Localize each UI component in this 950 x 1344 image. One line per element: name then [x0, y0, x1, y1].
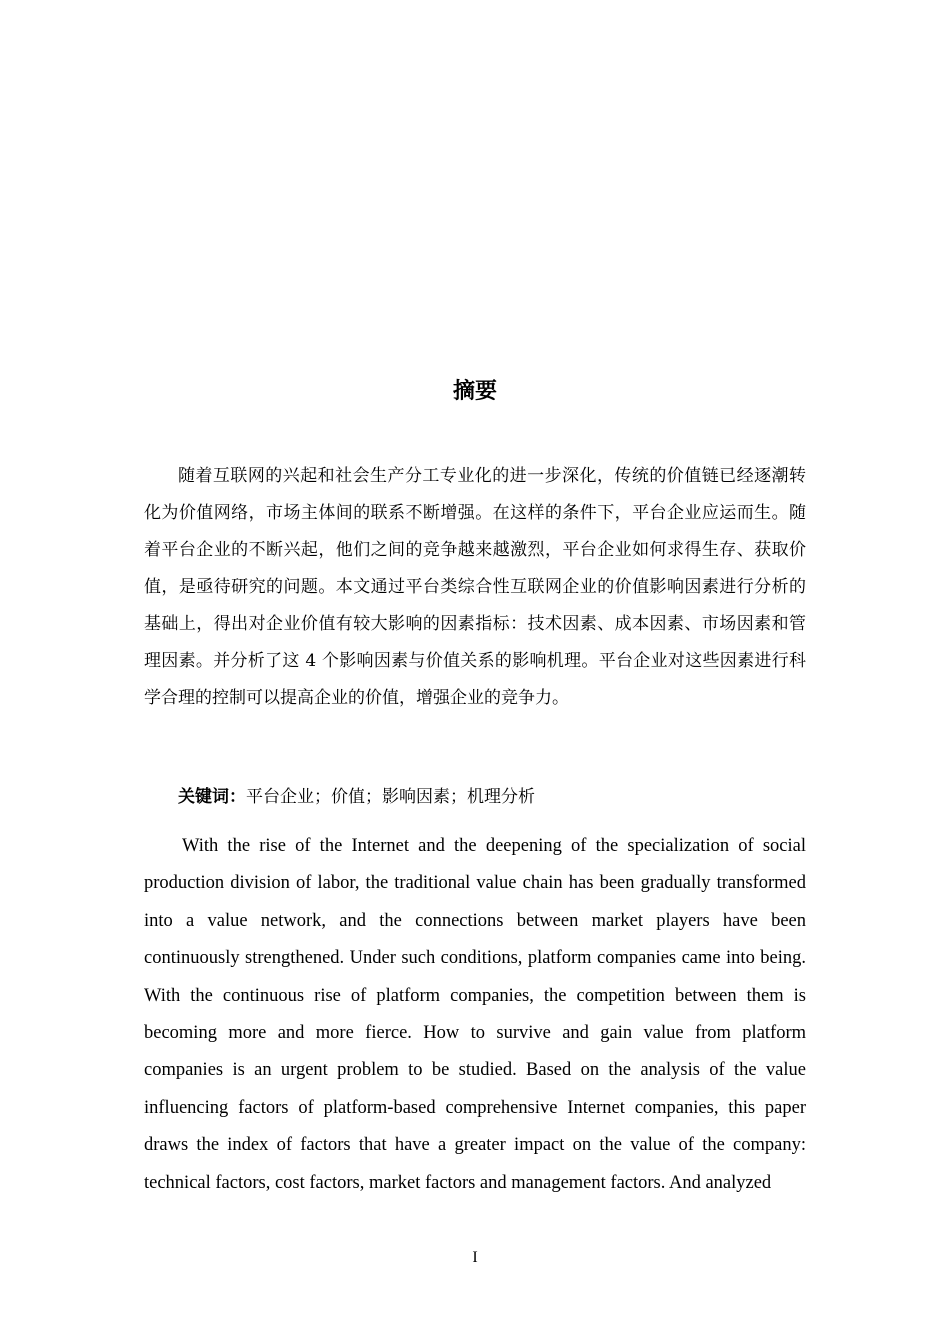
- chinese-abstract-paragraph: 随着互联网的兴起和社会生产分工专业化的进一步深化，传统的价值链已经逐潮转化为价值网络，市场主体间的联系不断增强。在这样的条件下，平台企业应运而生。随着平台企业的不断兴起，他们之间的竞争越来越激烈，平台企业如何求得生存、获取价值，是亟待研究的问题。本文通过平台类综合性互联网企业的价值影响因素进行分析的基础上，得出对企业价值有较大影响的因素指标：技术因素、成本因素、市场因素和管理因素。并分析了这 4 个影响因素与价值关系的影响机理。平台企业对这些因素进行科学合理的控制可以提高企业的价值，增强企业的竞争力。: [144, 466, 806, 708]
- keywords-label: 关键词：: [178, 787, 246, 807]
- page-number: I: [472, 1249, 478, 1266]
- keywords-value: 平台企业；价值；影响因素；机理分析: [246, 787, 535, 807]
- english-abstract-paragraph: With the rise of the Internet and the deepening of the specialization of social production division of labor, the traditional value chain has been gradually transformed into a value network, and the connections between market players have been continuously strengthened. Under such conditions, platform companies came into being. With the continuous rise of platform companies, the competition between them is becoming more and more fierce. How to survive and gain value from platform companies is an urgent problem to be studied. Based on the analysis of the value influencing factors of platform-based comprehensive Internet companies, this paper draws the index of factors that have a greater impact on the value of the company: technical factors, cost factors, market factors and management factors. And analyzed: [144, 836, 806, 1193]
- keywords-line: [144, 779, 806, 816]
- page-title: 摘要: [452, 379, 497, 404]
